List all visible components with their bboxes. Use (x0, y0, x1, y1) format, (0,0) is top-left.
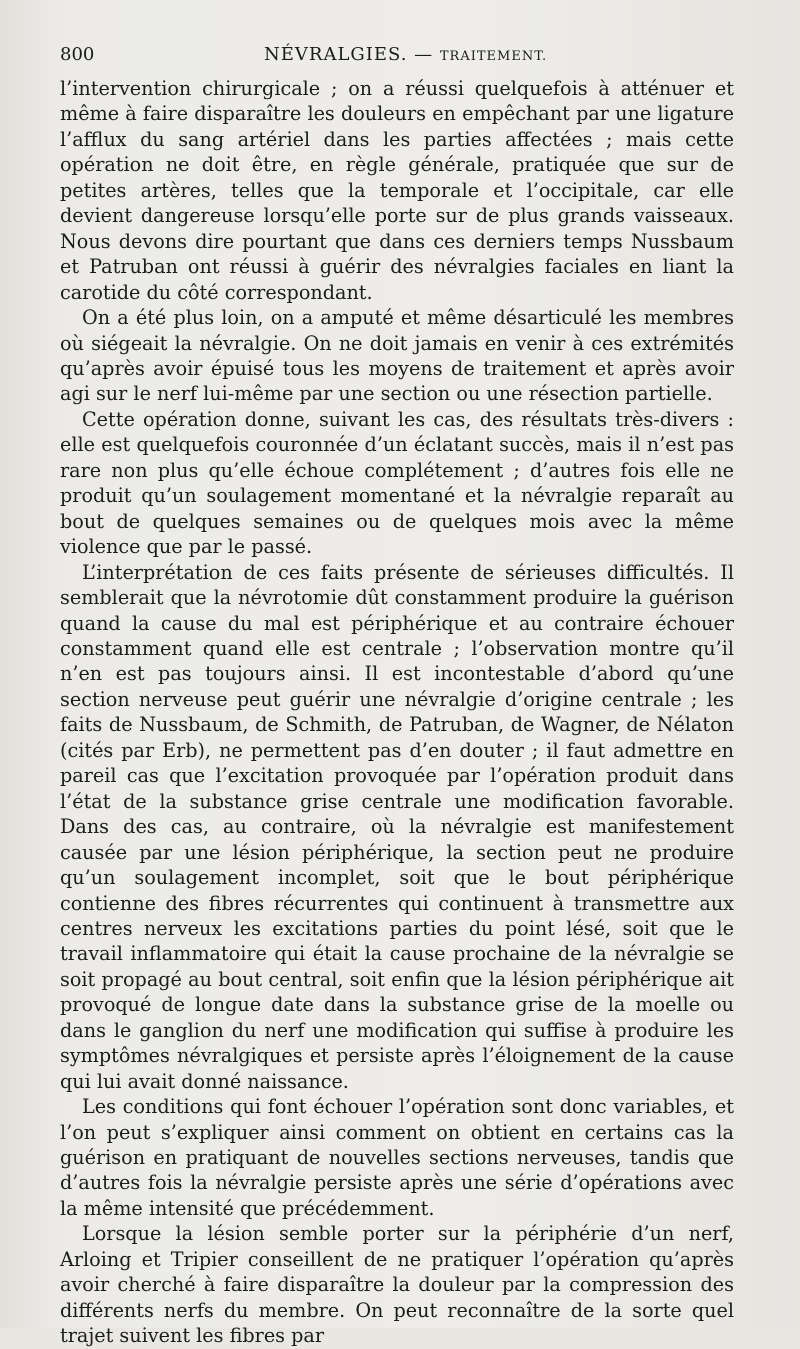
running-header (60, 44, 738, 70)
page-number: 800 (60, 44, 95, 65)
paragraph-3: Cette opération donne, suivant les cas, des résultats très-divers : elle est quelquefois couronnée d’un éclatant succès, mais il n’est pas rare non plus qu’elle échoue complétement ; d’autres fois elle ne produit qu’un soulagement momentané et la névralgie reparaît au bout de quelques semaines ou de quelques mois avec la même violence que par le passé. (60, 407, 734, 559)
running-title-main: NÉVRALGIES. — (264, 44, 440, 65)
running-title-sub: TRAITEMENT. (439, 49, 548, 64)
paragraph-6: Lorsque la lésion semble porter sur la périphérie d’un nerf, Arloing et Tripier conseillent de ne pratiquer l’opération qu’après avoir cherché à faire disparaître la douleur par la compression des différents nerfs du membre. On peut reconnaître de la sorte quel trajet suivent les fibres par (60, 1222, 734, 1348)
page-body (60, 76, 734, 1349)
paragraph-4: L’interprétation de ces faits présente de sérieuses difficultés. Il semblerait que la névrotomie dût constamment produire la guérison quand la cause du mal est périphérique et au contraire échouer constamment quand elle est centrale ; l’observation montre qu’il n’en est pas toujours ainsi. Il est incontestable d’abord qu’une section nerveuse peut guérir une névralgie d’origine centrale ; les faits de Nussbaum, de Schmith, de Patruban, de Wagner, de Nélaton (cités par Erb), ne permettent pas d’en douter ; il faut admettre en pareil cas que l’excitation provoquée par l’opération produit dans l’état de la substance grise centrale une modification favorable. Dans des cas, au contraire, où la névralgie est manifestement causée par une lésion périphérique, la section peut ne produire qu’un soulagement incomplet, soit que le bout périphérique contienne des fibres récurrentes qui continuent à transmettre aux centres nerveux les excitations parties du point lésé, soit que le travail inflammatoire qui était la cause prochaine de la névralgie se soit propagé au bout central, soit enfin que la lésion périphérique ait provoqué de longue date dans la substance grise de la moelle ou dans le ganglion du nerf une modification qui suffise à produire les symptômes névralgiques et persiste après l’éloignement de la cause qui lui avait donné naissance. (60, 560, 734, 1093)
paragraph-5: Les conditions qui font échouer l’opération sont donc variables, et l’on peut s’expliquer ainsi comment on obtient en certains cas la guérison en pratiquant de nouvelles sections nerveuses, tandis que d’autres fois la névralgie persiste après une série d’opérations avec la même intensité que précédemment. (60, 1095, 734, 1220)
running-title (264, 44, 547, 65)
paragraph-2: On a été plus loin, on a amputé et même désarticulé les membres où siégeait la névralgie. On ne doit jamais en venir à ces extrémités qu’après avoir épuisé tous les moyens de traitement et après avoir agi sur le nerf lui-même par une section ou une résection partielle. (60, 306, 734, 406)
paragraph-1: l’intervention chirurgicale ; on a réussi quelquefois à atténuer et même à faire disparaître les douleurs en empêchant par une ligature l’afflux du sang artériel dans les parties affectées ; mais cette opération ne doit être, en règle générale, pratiquée que sur de petites artères, telles que la temporale et l’occipitale, car elle devient dangereuse lorsqu’elle porte sur de plus grands vaisseaux. Nous devons dire pourtant que dans ces derniers temps Nussbaum et Patruban ont réussi à guérir des névralgies faciales en liant la carotide du côté correspondant. (60, 77, 734, 304)
